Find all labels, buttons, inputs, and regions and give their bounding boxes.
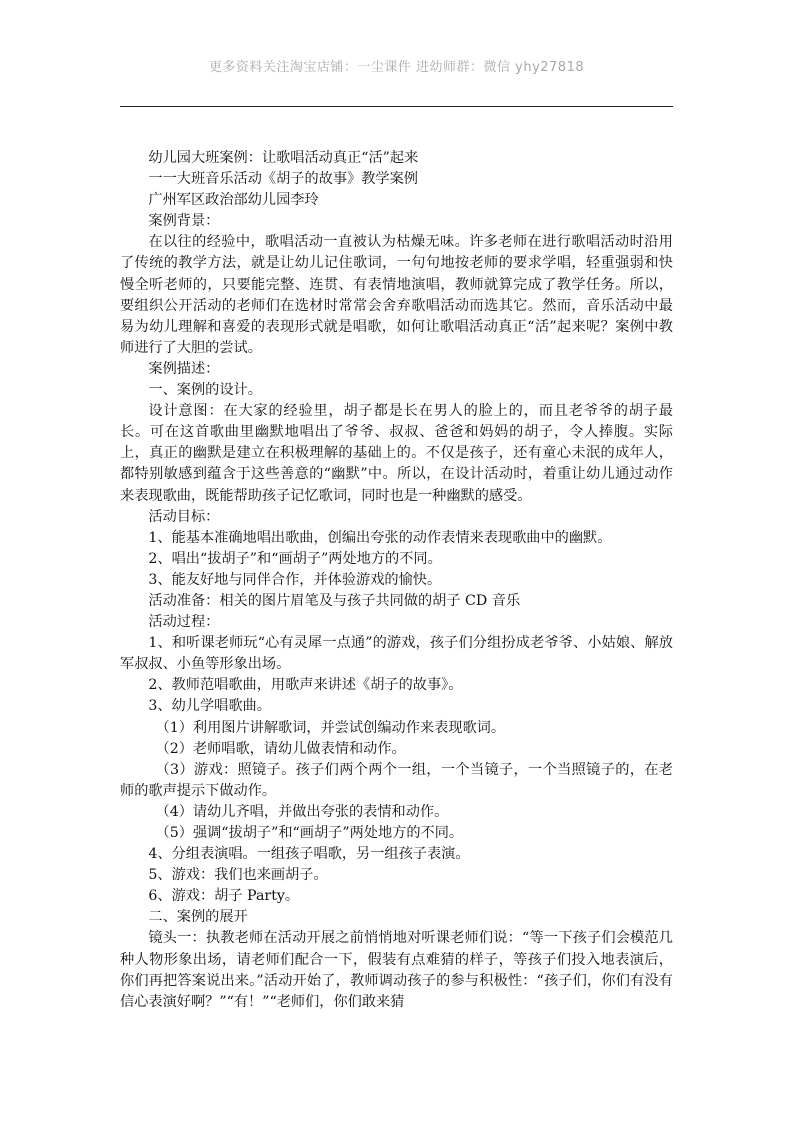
section2-heading: 二、案例的展开 [148,909,248,926]
process-substep: （5）强调“拔胡子”和“画胡子”两处地方的不同。 [155,825,464,841]
goal-item: 3、能友好地与同伴合作，并体验游戏的愉快。 [148,571,442,588]
goal-item: 2、唱出“拔胡子”和“画胡子”两处地方的不同。 [148,550,442,567]
process-step: 5、游戏：我们也来画胡子。 [148,867,328,884]
scene1-paragraph: 镜头一：执教老师在活动开展之前悄悄地对听课老师们说：“等一下孩子们会模范几种人物形象出场，请老师们配合一下，假装有点难猜的样子，等孩子们投入地表演后，你们再把答案说出来。”活动开始了，教师调动孩子的参与积极性：“孩子们，你们有没有信心表演好啊？”“有！”“老师们，你们敢来猜 [120,930,673,1010]
document-body [120,148,673,1013]
goals-heading: 活动目标： [148,508,220,525]
background-paragraph: 在以往的经验中，歌唱活动一直被认为枯燥无味。许多老师在进行歌唱活动时沿用了传统的教学方法，就是让幼儿记住歌词，一句句地按老师的要求学唱，轻重强弱和快慢全听老师的，只要能完整、连贯、有表情地演唱，教师就算完成了教学任务。所以，要组织公开活动的老师们在选材时常常会舍弃歌唱活动而选其它。然而，音乐活动中最易为幼儿理解和喜爱的表现形式就是唱歌，如何让歌唱活动真正“活”起来呢？案例中教师进行了大胆的尝试。 [120,234,673,356]
document-subtitle: 一一大班音乐活动《胡子的故事》教学案例 [148,171,418,188]
header-divider [120,106,673,107]
preparation-line: 活动准备：相关的图片眉笔及与孩子共同做的胡子 CD 音乐 [148,592,521,609]
process-substep: （2）老师唱歌，请幼儿做表情和动作。 [155,740,406,757]
goal-item: 1、能基本准确地唱出歌曲，创编出夸张的动作表情来表现歌曲中的幽默。 [148,529,612,546]
background-heading: 案例背景： [148,213,220,230]
description-heading: 案例描述： [148,360,220,377]
process-step: 6、游戏：胡子 Party。 [148,888,300,905]
process-substep: （3）游戏：照镜子。孩子们两个两个一组，一个当镜子，一个当照镜子的，在老师的歌声提示下做动作。 [120,761,673,799]
process-step: 2、教师范唱歌曲，用歌声来讲述《胡子的故事》。 [148,677,463,694]
page-header-watermark: 更多资料关注淘宝店铺：一尘课件 进幼师群：微信 yhy27818 [208,60,585,75]
document-author: 广州军区政治部幼儿园李玲 [148,192,319,209]
section1-heading: 一、案例的设计。 [148,382,262,399]
process-substep: （4）请幼儿齐唱，并做出夸张的表情和动作。 [155,803,449,820]
process-step: 1、和听课老师玩“心有灵犀一点通”的游戏，孩子们分组扮成老爷爷、小姑娘、解放军叔叔、小鱼等形象出场。 [120,635,673,673]
document-title: 幼儿园大班案例：让歌唱活动真正“活”起来 [148,150,419,166]
design-intent-paragraph: 设计意图：在大家的经验里，胡子都是长在男人的脸上的，而且老爷爷的胡子最长。可在这首歌曲里幽默地唱出了爷爷、叔叔、爸爸和妈妈的胡子，令人捧腹。实际上，真正的幽默是建立在积极理解的基础上的。不仅是孩子，还有童心未泯的成年人，都特别敏感到蕴含于这些善意的“幽默”中。所以，在设计活动时，着重让幼儿通过动作来表现歌曲，既能帮助孩子记忆歌词，同时也是一种幽默的感受。 [120,403,673,504]
process-step: 4、分组表演唱。一组孩子唱歌，另一组孩子表演。 [148,846,470,863]
process-step: 3、幼儿学唱歌曲。 [148,698,271,715]
process-heading: 活动过程： [148,614,220,631]
process-substep: （1）利用图片讲解歌词，并尝试创编动作来表现歌词。 [155,719,506,736]
